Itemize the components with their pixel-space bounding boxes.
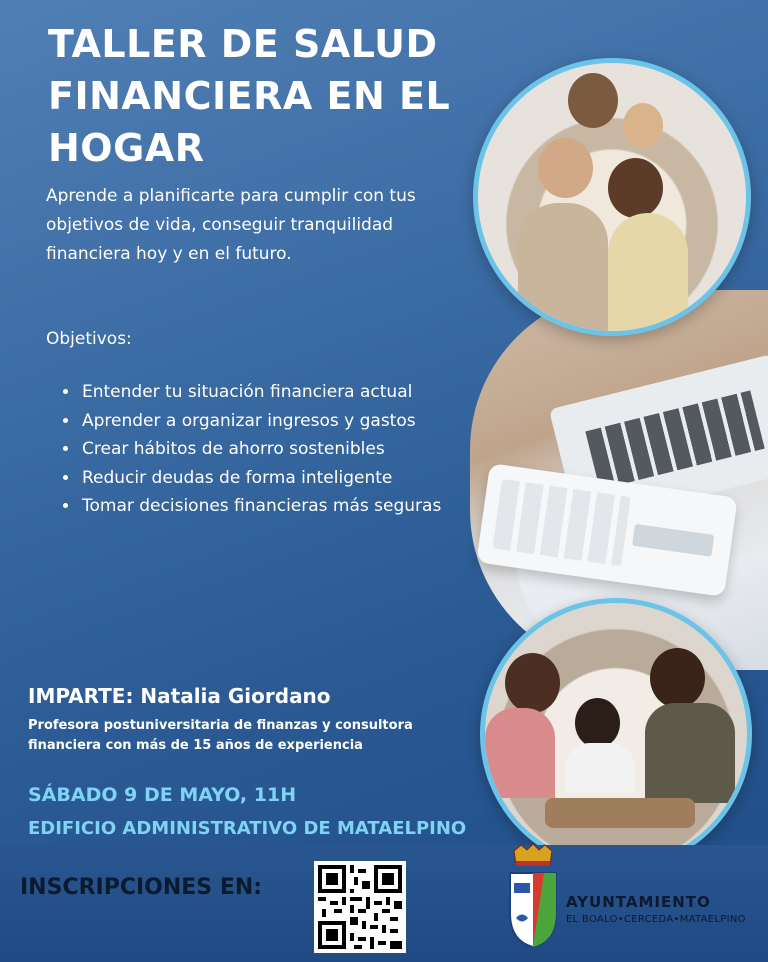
family-photo-bottom: [480, 598, 752, 870]
page-title: TALLER DE SALUD FINANCIERA EN EL HOGAR: [48, 22, 451, 170]
event-venue: EDIFICIO ADMINISTRATIVO DE MATAELPINO: [28, 818, 467, 839]
crest-icon: [504, 843, 562, 949]
qr-code[interactable]: [314, 861, 406, 953]
list-item: • Crear hábitos de ahorro sostenibles: [80, 435, 470, 464]
event-date: SÁBADO 9 DE MAYO, 11H: [28, 784, 297, 806]
objectives-list: [60, 378, 470, 521]
objectives-heading: Objetivos:: [46, 329, 132, 349]
list-item: • Tomar decisiones financieras más seguras: [80, 492, 470, 521]
instructor-name: IMPARTE: Natalia Giordano: [28, 684, 331, 708]
list-item: • Reducir deudas de forma inteligente: [80, 464, 470, 493]
list-item: • Aprender a organizar ingresos y gastos: [80, 407, 470, 436]
intro-text: Aprende a planificarte para cumplir con tus objetivos de vida, conseguir tranquilidad financiera hoy y en el futuro.: [46, 186, 416, 264]
registration-label: INSCRIPCIONES EN:: [20, 875, 263, 900]
qr-code-icon: [314, 861, 406, 953]
list-item: • Entender tu situación financiera actual: [80, 378, 470, 407]
instructor-description: Profesora postuniversitaria de finanzas y consultora financiera con más de 15 años de experiencia: [28, 718, 413, 753]
logo-name: AYUNTAMIENTO: [566, 893, 711, 911]
logo-subtitle: EL BOALO•CERCEDA•MATAELPINO: [566, 914, 746, 925]
municipality-logo: [500, 843, 760, 953]
family-photo-top: [473, 58, 751, 336]
